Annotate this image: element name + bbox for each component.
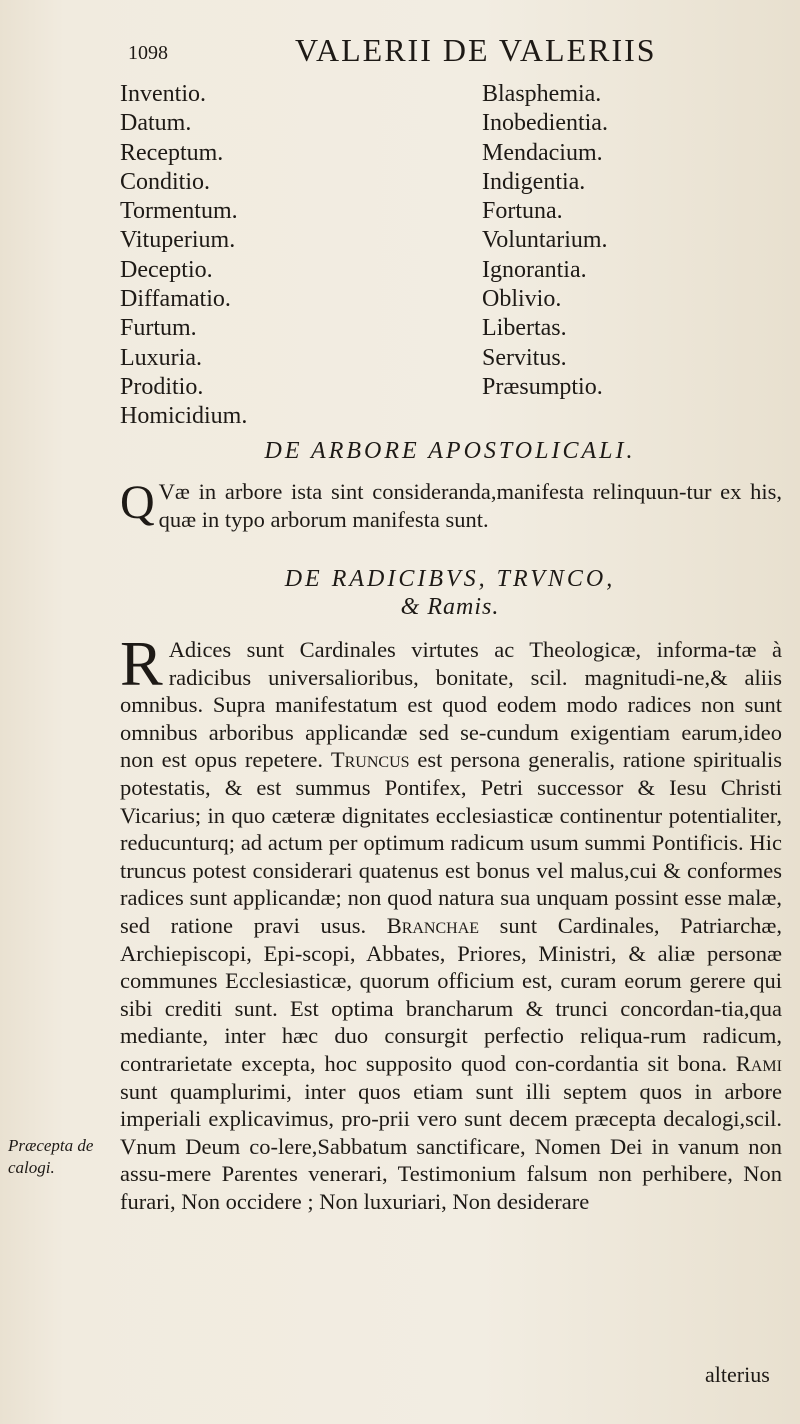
- term-list-left: [120, 80, 420, 432]
- page-header: [120, 30, 780, 74]
- list-item: Inobedientia.: [482, 110, 608, 137]
- list-item: Inventio.: [120, 81, 206, 107]
- running-title: VALERII DE VALERIIS: [295, 32, 657, 68]
- section-heading-arbore: DE ARBORE APOSTOLICALI.: [264, 438, 636, 464]
- keyword-rami: Rami: [735, 1050, 782, 1076]
- list-item: Tormentum.: [120, 198, 238, 225]
- paragraph-text: sunt quamplurimi, inter quos etiam sunt illi septem quos in arbore imperiali explicavimus, pro-prii vero sunt decem præcepta decalogi,scil. Vnum Deum co-lere,Sabbatum sanctificare, Nomen Dei in vanum non assu-mere Parentes venerari, Testimonium falsum non perhibere, Non furari, Non occidere ; Non luxuriari, Non desiderare: [120, 1078, 782, 1214]
- page-number: 1098: [128, 42, 168, 64]
- list-item: Homicidium.: [120, 403, 248, 430]
- section-subheading-ramis: & Ramis.: [400, 594, 500, 620]
- list-item: Indigentia.: [482, 168, 586, 195]
- list-item: Ignorantia.: [482, 256, 587, 283]
- list-item: Voluntarium.: [482, 227, 608, 254]
- list-item: Deceptio.: [120, 256, 213, 283]
- list-item: Præsumptio.: [482, 373, 603, 400]
- paragraph-text: est persona generalis, ratione spiritualis potestatis, & est summus Pontifex, Petri successor & Iesu Christi Vicarius; in quo cæteræ dignitates ecclesiasticæ continentur potentialiter, reducunturq; ad actum per optimum radicum usum summi Pontificis. Hic truncus potest considerari quatenus est bonus vel malus,cui & conformes radices sunt applicandæ; non quod natura sua unquam possint esse malæ, sed ratione pravi usus.: [120, 747, 782, 938]
- list-item: Oblivio.: [482, 286, 562, 313]
- drop-cap: Q: [120, 476, 155, 529]
- list-item: Vituperium.: [120, 227, 236, 254]
- list-item: Diffamatio.: [120, 286, 231, 313]
- paragraph-text: sunt Cardinales, Patriarchæ, Archiepiscopi, Epi-scopi, Abbates, Priores, Ministri, & aliæ personæ communes Ecclesiasticæ, quorum officium est, curam eorum gerere qui sibi crediti sunt. Est optima brancharum & trunci concordan-tia,qua mediante, inter hæc duo consurgit perfectio reliqua-rum radicum, contrarietate excepta, hoc supposito quod con-cordantia sit bona.: [120, 912, 782, 1076]
- term-list-right: [482, 80, 782, 402]
- margin-note: Præcepta de calogi.: [8, 1136, 94, 1177]
- paragraph-radicibus: [120, 628, 782, 1215]
- list-item: Datum.: [120, 110, 192, 137]
- list-item: Proditio.: [120, 373, 204, 400]
- list-item: Furtum.: [120, 315, 197, 342]
- list-item: Luxuria.: [120, 344, 202, 371]
- list-item: Libertas.: [482, 315, 567, 342]
- list-item: Conditio.: [120, 168, 211, 195]
- list-item: Mendacium.: [482, 139, 603, 166]
- keyword-branchae: Branchae: [386, 912, 480, 938]
- paragraph-text: Væ in arbore ista sint consideranda,manifesta relinquun-tur ex his, quæ in typo arborum manifesta sunt.: [158, 479, 782, 532]
- paragraph-arbore: [120, 478, 782, 533]
- catchword: alterius: [705, 1362, 770, 1387]
- keyword-truncus: Truncus: [330, 747, 410, 773]
- list-item: Servitus.: [482, 344, 567, 371]
- section-heading-radicibus: DE RADICIBVS, TRVNCO,: [284, 566, 616, 592]
- list-item: Blasphemia.: [482, 81, 602, 107]
- list-item: Receptum.: [120, 139, 224, 166]
- drop-cap: R: [120, 628, 163, 699]
- paragraph-text: Adices sunt Cardinales virtutes ac Theologicæ, informa-tæ à radicibus universalioribus, bonitate, scil. magnitudi-ne,& aliis omnibus. Supra manifestatum est quod eodem modo radices non sunt omnibus arboribus applicandæ sed se-cundum exigentiam earum,ideo non est opus repetere.: [120, 637, 782, 773]
- list-item: Fortuna.: [482, 198, 563, 225]
